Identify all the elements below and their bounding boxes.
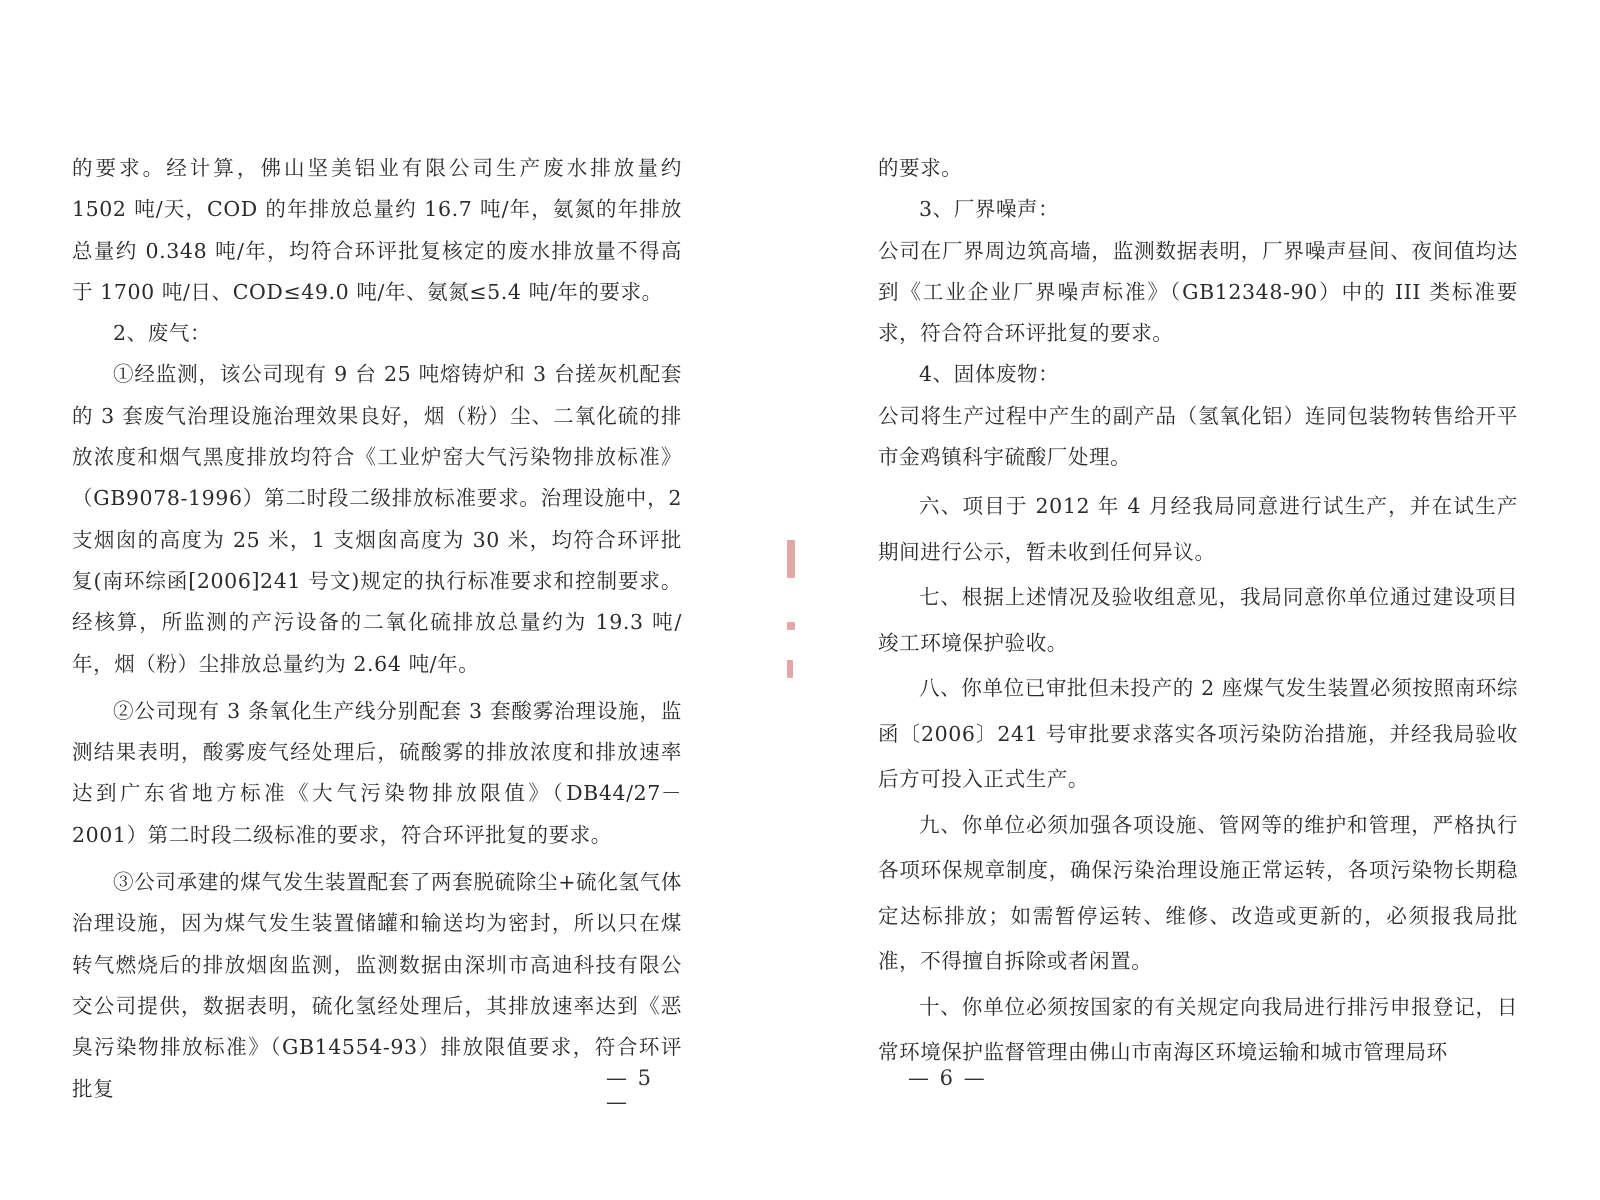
heading-waste-gas: 2、废气：: [113, 321, 212, 346]
paragraph-item-8-gas-generators: 八、你单位已审批但未投产的 2 座煤气发生装置必须按照南环综函〔2006〕241 号审批要求落实各项污染防治措施，并经我局验收后方可投入正式生产。: [878, 676, 1518, 792]
left-page-body: [72, 148, 682, 1110]
binding-seal-marks: [787, 540, 801, 700]
paragraph-solid-waste: 公司将生产过程中产生的副产品（氢氧化铝）连同包装物转售给开平市金鸡镇科宇硫酸厂处理。: [878, 403, 1518, 470]
heading-boundary-noise: 3、厂界噪声：: [919, 197, 1060, 222]
paragraph-waste-gas-item-1: ①经监测，该公司现有 9 台 25 吨熔铸炉和 3 台搓灰机配套的 3 套废气治理设施治理效果良好，烟（粉）尘、二氧化硫的排放浓度和烟气黑度排放均符合《工业炉窑大气污染物排放标准》（GB9078-1996）第二时段二级排放标准要求。治理设施中，2 支烟囱的高度为 25 米，1 支烟囱高度为 30 米，均符合环评批复(南环综函[2006]241 号文)规定的执行标准要求和控制要求。经核算，所监测的产污设备的二氧化硫排放总量约为 19.3 吨/年，烟（粉）尘排放总量约为 2.64 吨/年。: [72, 362, 682, 676]
right-page-body: [878, 148, 1518, 1076]
paragraph-item-9-maintenance: 九、你单位必须加强各项设施、管网等的维护和管理，严格执行各项环保规章制度，确保污染治理设施正常运转，各项污染物长期稳定达标排放；如需暂停运转、维修、改造或更新的，必须报我局批准，不得擅自拆除或者闲置。: [878, 812, 1518, 974]
paragraph-item-6-trial-production: 六、项目于 2012 年 4 月经我局同意进行试生产，并在试生产期间进行公示，暂未收到任何异议。: [878, 494, 1518, 564]
paragraph-waste-gas-item-2: ②公司现有 3 条氧化生产线分别配套 3 套酸雾治理设施，监测结果表明，酸雾废气经处理后，硫酸雾的排放浓度和排放速率达到广东省地方标准《大气污染物排放限值》（DB44/27－2001）第二时段二级标准的要求，符合环评批复的要求。: [72, 698, 682, 847]
paragraph-item-7-acceptance: 七、根据上述情况及验收组意见，我局同意你单位通过建设项目竣工环境保护验收。: [878, 585, 1518, 655]
page-number: — 6 —: [908, 1066, 987, 1090]
paragraph-continuation: 的要求。: [878, 156, 963, 180]
paragraph-boundary-noise: 公司在厂界周边筑高墙，监测数据表明，厂界噪声昼间、夜间值均达到《工业企业厂界噪声标准》（GB12348-90）中的 III 类标准要求，符合符合环评批复的要求。: [878, 238, 1518, 346]
heading-solid-waste: 4、固体废物：: [919, 362, 1060, 387]
paragraph-waste-gas-item-3: ③公司承建的煤气发生装置配套了两套脱硫除尘+硫化氢气体治理设施，因为煤气发生装置储罐和输送均为密封，所以只在煤转气燃烧后的排放烟囱监测，监测数据由深圳市高迪科技有限公交公司提供，数据表明，硫化氢经处理后，其排放速率达到《恶臭污染物排放标准》（GB14554-93）排放限值要求，符合环评批复: [72, 870, 682, 1101]
paragraph-item-10-registration: 十、你单位必须按国家的有关规定向我局进行排污申报登记，日常环境保护监督管理由佛山市南海区环境运输和城市管理局环: [878, 994, 1518, 1065]
page-number: — 5 —: [606, 1066, 654, 1114]
paragraph-wastewater-conclusion: 的要求。经计算，佛山坚美铝业有限公司生产废水排放量约 1502 吨/天，COD 的年排放总量约 16.7 吨/年，氨氮的年排放总量约 0.348 吨/年，均符合环评批复核定的废水排放量不得高于 1700 吨/日、COD≤49.0 吨/年、氨氮≤5.4 吨/年的要求。: [72, 156, 682, 304]
